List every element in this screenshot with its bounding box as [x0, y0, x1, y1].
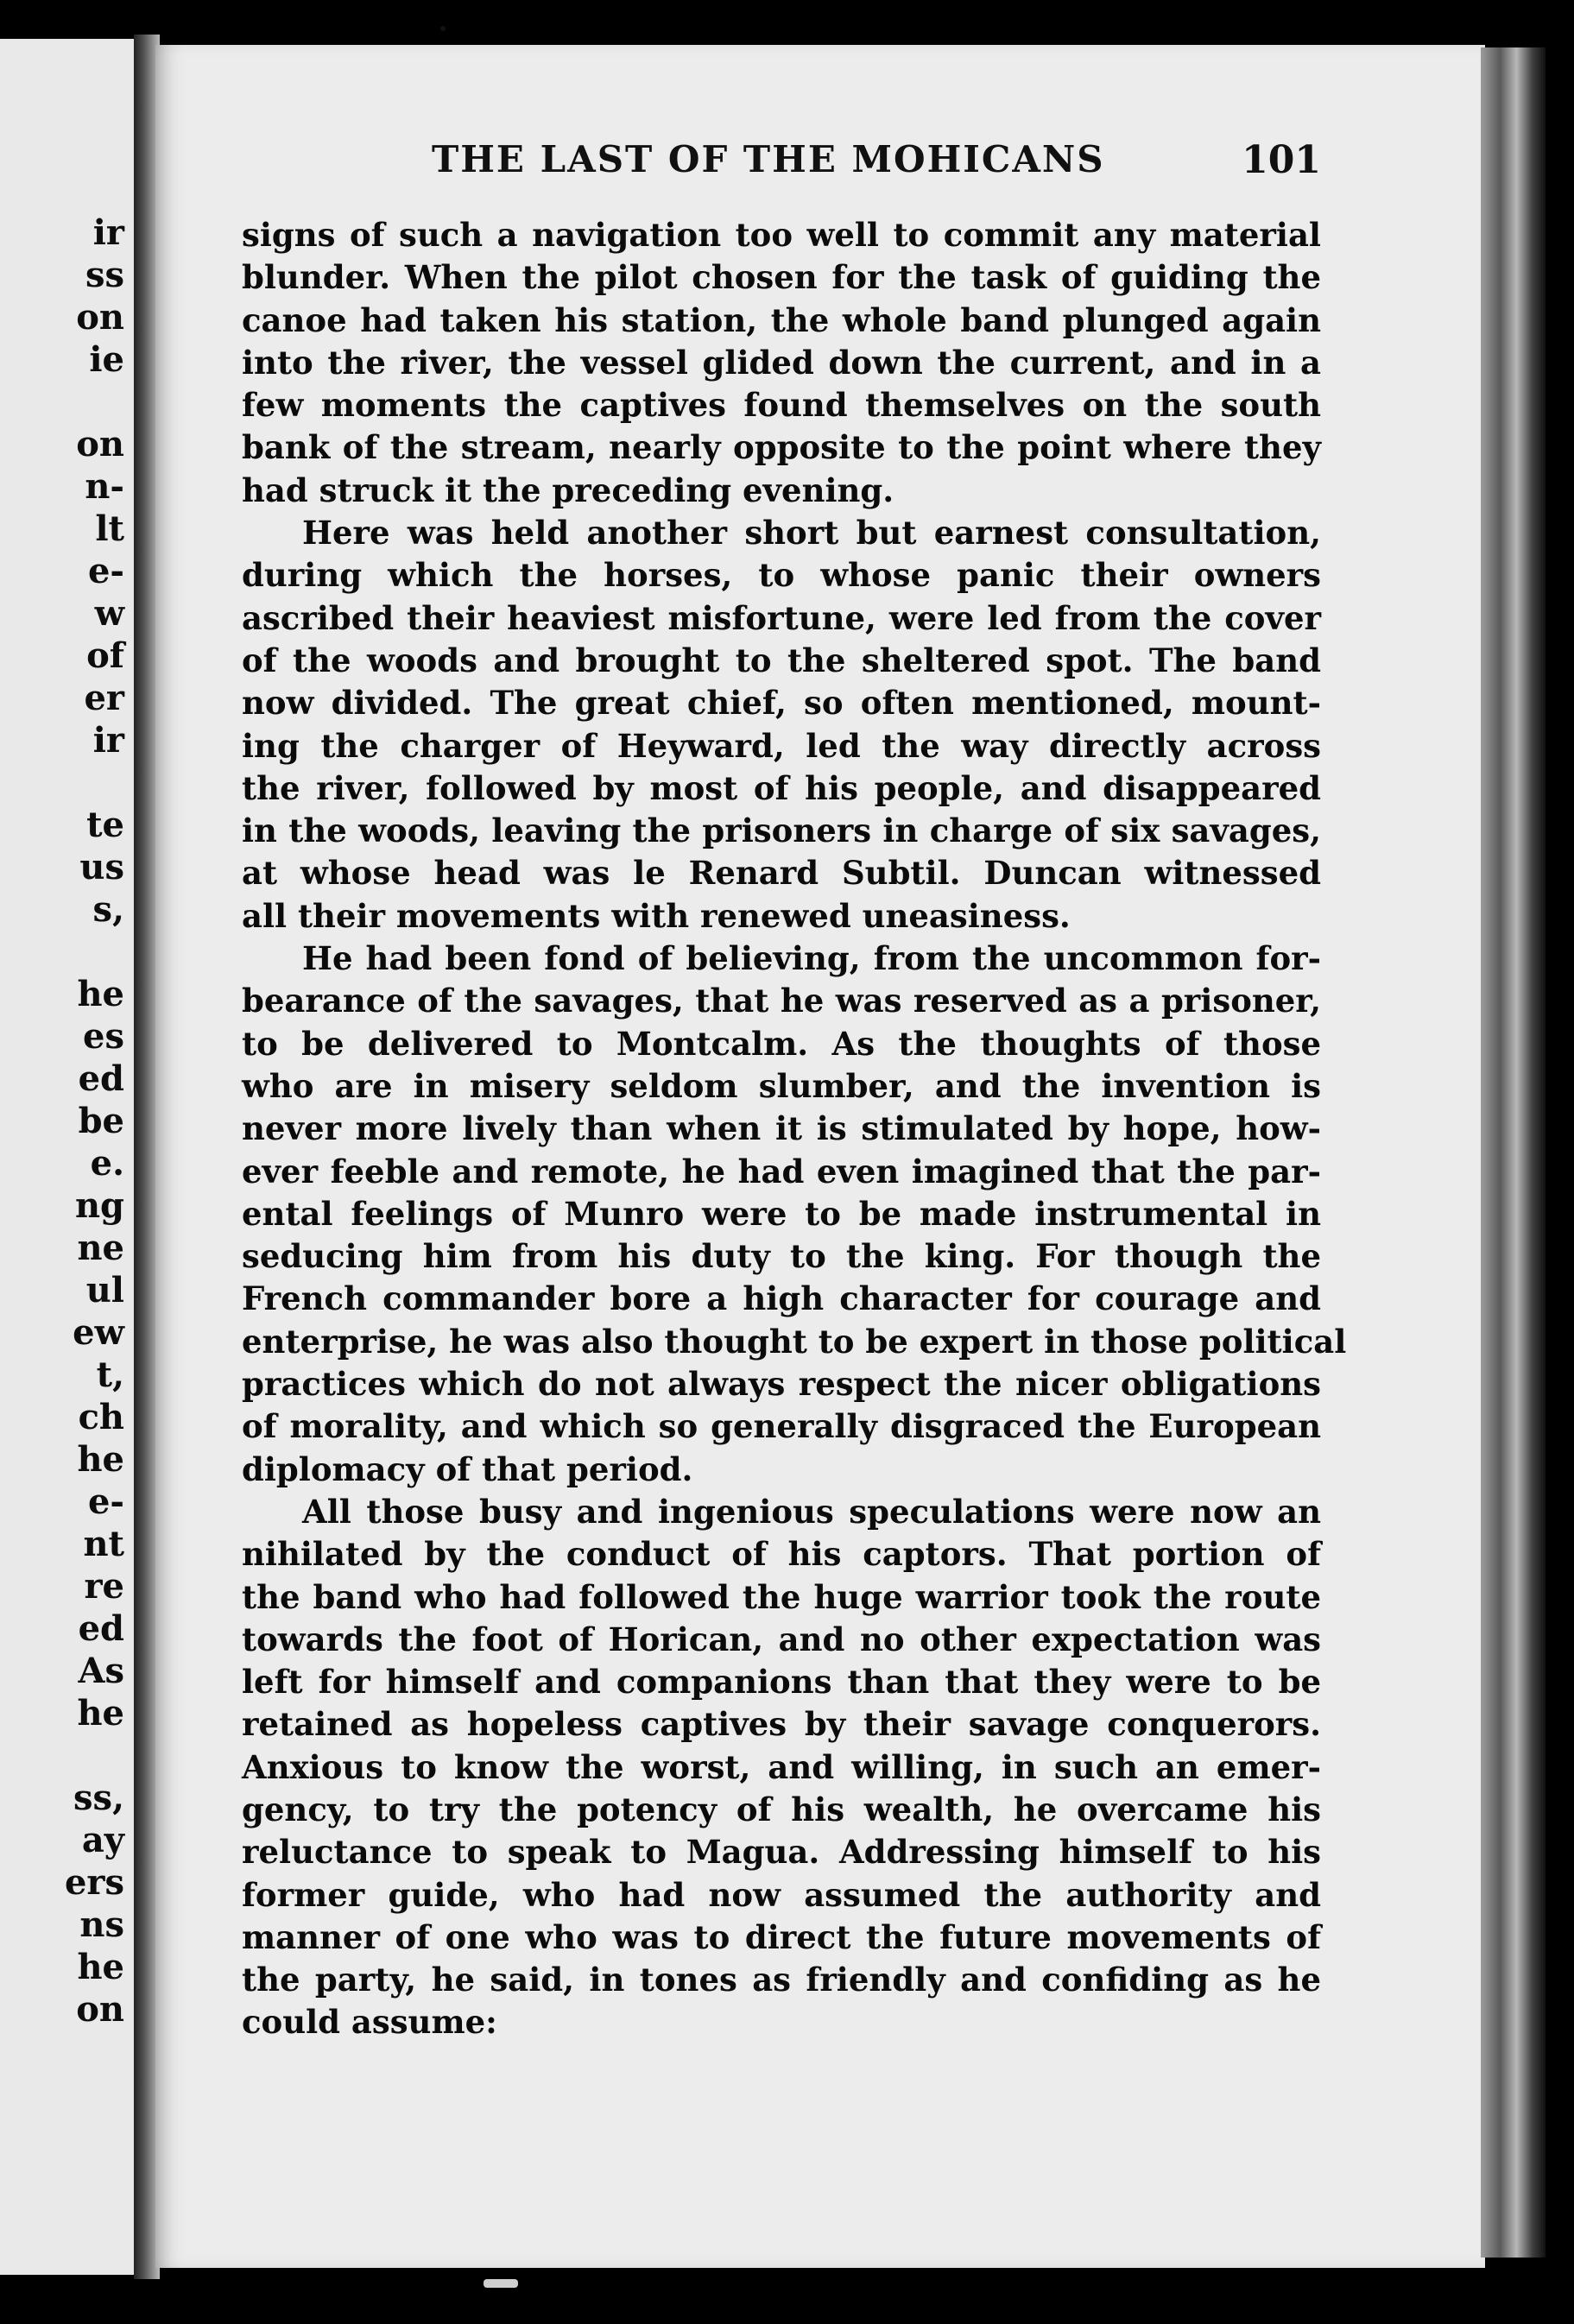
text-line: of the woods and brought to the sheltered spot. The band — [242, 641, 1321, 679]
left-page-fragment: lt — [95, 508, 124, 549]
left-page-fragment: ss, — [73, 1778, 124, 1818]
text-line: nihilated by the conduct of his captors. That portion of — [242, 1535, 1321, 1574]
left-page-fragment: w — [94, 593, 124, 634]
left-page-fragment: he — [77, 1693, 124, 1734]
text-line: the river, followed by most of his people, and disappeared — [242, 768, 1321, 807]
text-line: canoe had taken his station, the whole band plunged again — [242, 300, 1321, 339]
left-page-fragment: ss — [85, 255, 124, 295]
text-line: He had been fond of believing, from the uncommon for- — [302, 939, 1321, 978]
left-page-fragment: ng — [74, 1185, 124, 1226]
text-line: retained as hopeless captives by their savage conquerors. — [242, 1705, 1321, 1744]
left-page-fragment: ed — [78, 1058, 124, 1099]
left-page-fragment: er — [84, 678, 124, 718]
left-page-text-fragments — [3, 212, 124, 2030]
left-page-fragment: be — [78, 1101, 124, 1141]
paragraph — [242, 938, 1347, 1491]
running-head — [276, 138, 1321, 190]
text-line: All those busy and ingenious speculations were now an — [302, 1492, 1321, 1531]
text-line: practices which do not always respect the nicer obligations — [242, 1365, 1321, 1404]
text-line: the party, he said, in tones as friendly and confiding as he — [242, 1961, 1321, 1999]
left-page-fragment: us — [79, 847, 124, 887]
scan-speck — [440, 26, 446, 31]
left-page-fragment: e. — [90, 1143, 124, 1184]
left-page-fragment — [3, 381, 124, 423]
text-line: left for himself and companions than that they were to be — [242, 1663, 1321, 1702]
left-page-fragment: As — [78, 1651, 124, 1691]
left-page-fragment: he — [77, 1947, 124, 1987]
left-page-fragment: on — [76, 424, 124, 464]
text-line: seducing him from his duty to the king. For though the — [242, 1237, 1321, 1276]
left-page-fragment: nt — [83, 1524, 124, 1564]
left-page-fragment: e- — [87, 1481, 124, 1522]
text-line: never more lively than when it is stimulated by hope, how- — [242, 1109, 1321, 1148]
text-line: French commander bore a high character for courage and — [242, 1279, 1321, 1318]
left-page-fragment: on — [76, 297, 124, 338]
text-line: ental feelings of Munro were to be made instrumental in — [242, 1194, 1321, 1233]
text-line: ascribed their heaviest misfortune, were led from the cover — [242, 598, 1321, 637]
text-line: during which the horses, to whose panic their owners — [242, 556, 1321, 595]
text-line: all their movements with renewed uneasiness. — [242, 896, 1071, 935]
text-line: manner of one who was to direct the future movements of — [242, 1917, 1321, 1956]
text-line: Here was held another short but earnest consultation, — [302, 514, 1321, 553]
running-head-title: THE LAST OF THE MOHICANS — [432, 138, 1105, 180]
left-page-fragment: ul — [85, 1270, 124, 1310]
text-line: blunder. When the pilot chosen for the task of guiding the — [242, 258, 1321, 297]
text-line: at whose head was le Renard Subtil. Duncan witnessed — [242, 854, 1321, 893]
text-line: could assume: — [242, 2003, 497, 2042]
text-line: had struck it the preceding evening. — [242, 470, 894, 509]
text-line: in the woods, leaving the prisoners in charge of six savages, — [242, 812, 1321, 850]
text-line: the band who had followed the huge warrior took the route — [242, 1577, 1321, 1616]
text-line: diplomacy of that period. — [242, 1449, 693, 1488]
left-page-fragment: s, — [92, 889, 124, 930]
left-page-fragment: ch — [78, 1397, 124, 1437]
left-page-fragment — [3, 761, 124, 804]
left-page-fragment — [3, 1734, 124, 1777]
paragraph — [242, 512, 1321, 938]
text-line: gency, to try the potency of his wealth, he overcame his — [242, 1790, 1321, 1828]
left-page-fragment: te — [86, 805, 124, 845]
text-line: Anxious to know the worst, and willing, in such an emer- — [242, 1747, 1321, 1786]
text-line: reluctance to speak to Magua. Addressing himself to his — [242, 1833, 1321, 1872]
left-page-fragment: ir — [92, 720, 124, 761]
text-line: now divided. The great chief, so often mentioned, mount- — [242, 684, 1321, 723]
text-line: bearance of the savages, that he was reserved as a prisoner, — [242, 982, 1321, 1020]
left-page-fragment: ew — [73, 1312, 124, 1353]
left-page-fragment: ed — [78, 1608, 124, 1649]
left-page-fragment: n- — [85, 466, 124, 507]
left-page-fragment: re — [84, 1566, 124, 1607]
paragraph — [242, 1491, 1321, 2044]
text-line: towards the foot of Horican, and no other expectation was — [242, 1620, 1321, 1658]
text-line: former guide, who had now assumed the authority and — [242, 1875, 1321, 1914]
body-text — [242, 214, 1347, 2044]
left-page-fragment: e- — [87, 551, 124, 591]
left-page-fragment: on — [76, 1989, 124, 2030]
left-page-fragment: ay — [81, 1820, 124, 1860]
left-page-fragment: t, — [96, 1355, 124, 1395]
left-page-fragment: of — [86, 635, 124, 676]
text-line: to be delivered to Montcalm. As the thoughts of those — [242, 1024, 1321, 1063]
page-number: 101 — [1242, 138, 1321, 182]
text-line: bank of the stream, nearly opposite to the point where they — [242, 428, 1321, 467]
text-line: enterprise, he was also thought to be expert in those political — [242, 1322, 1347, 1361]
scan-speck — [484, 2279, 518, 2288]
text-line: of morality, and which so generally disgraced the European — [242, 1407, 1321, 1446]
left-page-fragment: es — [83, 1016, 124, 1057]
left-page-fragment: ie — [89, 339, 124, 380]
left-page-fragment: ers — [64, 1862, 124, 1903]
left-page-fragment: he — [77, 1439, 124, 1480]
text-line: signs of such a navigation too well to commit any material — [242, 216, 1321, 254]
left-facing-page — [0, 39, 142, 2275]
paragraph — [242, 214, 1321, 512]
text-line: into the river, the vessel glided down the current, and in a — [242, 343, 1321, 382]
text-line: few moments the captives found themselves on the south — [242, 386, 1321, 425]
left-page-fragment: he — [77, 974, 124, 1014]
left-page-fragment: ne — [77, 1228, 124, 1268]
text-line: who are in misery seldom slumber, and the invention is — [242, 1066, 1321, 1105]
left-page-fragment — [3, 931, 124, 973]
left-page-fragment: ir — [92, 212, 124, 253]
left-page-fragment: ns — [79, 1904, 124, 1945]
text-line: ever feeble and remote, he had even imagined that the par- — [242, 1152, 1321, 1190]
text-line: ing the charger of Heyward, led the way directly across — [242, 726, 1321, 765]
page-block-edge — [1481, 47, 1546, 2258]
